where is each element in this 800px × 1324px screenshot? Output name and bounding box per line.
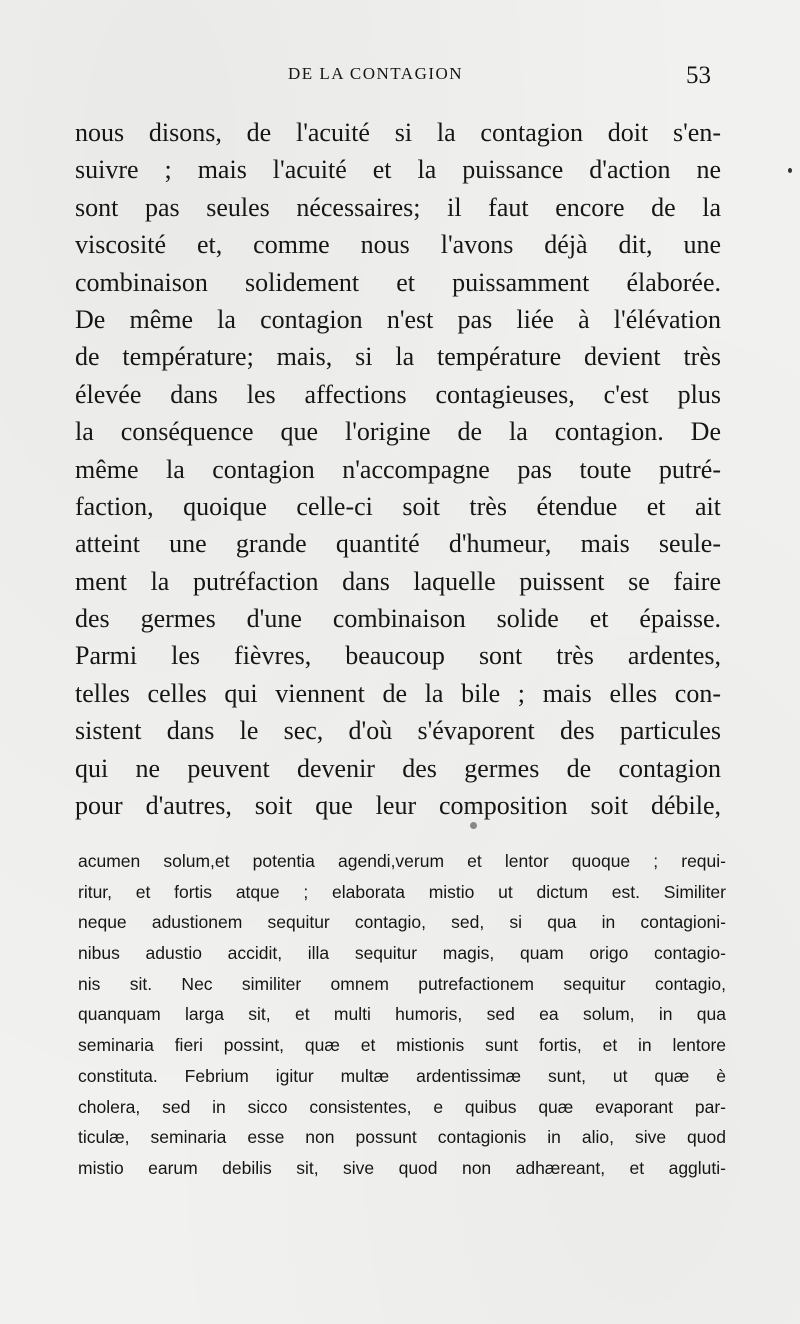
text-line: combinaison solidement et puissamment élaborée. (75, 267, 721, 297)
text-line: viscosité et, comme nous l'avons déjà dit, une (75, 230, 721, 260)
text-line: sistent dans le sec, d'où s'évaporent des particules (75, 716, 721, 746)
text-line: cholera, sed in sicco consistentes, e quibus quæ evaporant par- (78, 1096, 726, 1117)
text-line: faction, quoique celle-ci soit très étendue et ait (75, 491, 721, 521)
text-line: la conséquence que l'origine de la contagion. De (75, 417, 721, 447)
text-line: qui ne peuvent devenir des germes de contagion (75, 753, 721, 783)
text-line: nous disons, de l'acuité si la contagion doit s'en- (75, 118, 721, 147)
text-line: ticulæ, seminaria esse non possunt contagionis in alio, sive quod (78, 1127, 726, 1148)
text-line: neque adustionem sequitur contagio, sed, si qua in contagioni- (78, 912, 726, 933)
text-line: sont pas seules nécessaires; il faut encore de la (75, 192, 721, 222)
text-line: constituta. Febrium igitur multæ ardentissimæ sunt, ut quæ è (78, 1065, 726, 1086)
margin-mark (788, 168, 792, 173)
text-line: pour d'autres, soit que leur composition soit débile, (75, 791, 721, 821)
text-line: ment la putréfaction dans laquelle puissent se faire (75, 566, 721, 596)
text-line: nibus adustio accidit, illa sequitur magis, quam origo contagio- (78, 943, 726, 964)
text-line: nis sit. Nec similiter omnem putrefactionem sequitur contagio, (78, 973, 726, 994)
separator-dot (470, 822, 477, 829)
text-line: quanquam larga sit, et multi humoris, sed ea solum, in qua (78, 1004, 726, 1025)
text-line: ritur, et fortis atque ; elaborata mistio ut dictum est. Similiter (78, 881, 726, 902)
page-number: 53 (686, 62, 711, 89)
text-line: telles celles qui viennent de la bile ; mais elles con- (75, 678, 721, 708)
text-line: des germes d'une combinaison solide et épaisse. (75, 604, 721, 634)
text-line: même la contagion n'accompagne pas toute putré- (75, 454, 721, 484)
running-title: DE LA CONTAGION (288, 64, 464, 83)
text-line: mistio earum debilis sit, sive quod non adhæreant, et aggluti- (78, 1157, 726, 1178)
running-head (0, 62, 800, 92)
latin-original-text (78, 846, 726, 1184)
text-line: atteint une grande quantité d'humeur, mais seule- (75, 529, 721, 559)
french-translation-text (75, 114, 721, 824)
text-line: élevée dans les affections contagieuses, c'est plus (75, 379, 721, 409)
text-line: Parmi les fièvres, beaucoup sont très ardentes, (75, 641, 721, 671)
text-line: acumen solum,et potentia agendi,verum et lentor quoque ; requi- (78, 851, 726, 871)
text-line: seminaria fieri possint, quæ et mistionis sunt fortis, et in lentore (78, 1035, 726, 1056)
text-line: de température; mais, si la température devient très (75, 342, 721, 372)
text-line: De même la contagion n'est pas liée à l'élévation (75, 304, 721, 334)
text-line: suivre ; mais l'acuité et la puissance d'action ne (75, 155, 721, 185)
